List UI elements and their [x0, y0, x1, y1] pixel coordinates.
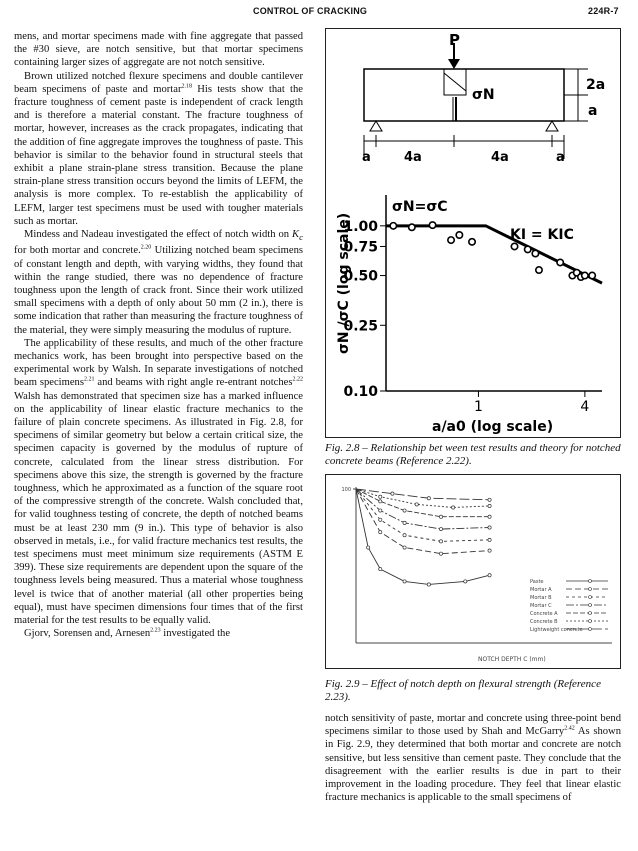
reference: 2.20: [140, 244, 152, 251]
reference: 2.22: [292, 376, 304, 383]
series-point: [488, 574, 491, 577]
series-point: [403, 509, 406, 512]
x-tick-label: 1: [473, 399, 483, 415]
plateau-label: σN=σC: [392, 199, 448, 215]
sigma-n-label: σN: [472, 87, 495, 103]
legend-marker: [589, 596, 592, 599]
series-point: [379, 567, 382, 570]
support-right: [546, 121, 558, 131]
series-line: [356, 489, 490, 541]
series-point: [379, 495, 382, 498]
paragraph: The applicability of these results, and much of the other fracture mechanics work, has been brought into perspective based on the experimental work by Walsh. In separate investigations of notched beam specimens$^{2.21}$ and beams with right angle re-entrant notches$^{2.22}$ Walsh has demonstrated that specimen size has a marked influence on the applicability of linear elastic fracture mechanics to the failure of plain concrete specimens. As illustrated in Fig. 2.8, for specimens of similar geometry but below a certain critical size, the specimen capacity is governed by the modulus of rupture of concrete, calculated from the linear stress distribution. For specimens above this size, the strength is governed by the fracture toughness, which he approximated as a function of the square root of the compressive strength of the concrete. Walsh concluded that, for valid toughness testing of concrete, the depth of notched beams must be at least 230 mm (9 in.). This type of behavior is also observed in metals, i.e., for valid fracture mechanics test results, the test specimens must meet minimum size requirements (ASTM E 399). These size requirements are dependent upon the square of the toughness levels being measured. Thus a material whose toughness level is twice that of another material (all other properties being equal), must have specimen dimensions four times that of the first material for the test results to be equally valid.: [14, 337, 304, 627]
load-label: P: [449, 31, 460, 49]
data-point: [511, 243, 517, 249]
data-point: [532, 250, 538, 256]
tick-group: [343, 219, 589, 415]
paragraph: Mindess and Nadeau investigated the effect of notch width on $K_c$ for both mortar and concrete.$^{2.20}$ Utilizing notched beam specimens of constant length and depth, with varying widths, they found that within the range studied, there was no dependence of fracture toughness upon the length of crack front. Since their work utilized small specimens with a depth of only about 50 mm (2 in.), there is some indication that rather than measuring the fracture toughness of the material, they were simply measuring the modulus of rupture.: [14, 229, 303, 336]
span-a-right: a: [556, 150, 565, 165]
data-point: [456, 232, 462, 238]
figure-2-8-caption: Fig. 2.8 – Relationship bet ween test results and theory for notched concrete beams (Reference 2.22).: [325, 442, 621, 467]
series-point: [439, 527, 442, 530]
reference: 2.18: [181, 83, 192, 90]
y-tick-label: 0.75: [343, 239, 378, 256]
series-point: [403, 521, 406, 524]
series-line: [356, 489, 490, 584]
series-point: [488, 498, 491, 501]
page-number: 224R-7: [588, 6, 619, 16]
series-group: [356, 489, 491, 586]
series-point: [403, 580, 406, 583]
series-point: [427, 497, 430, 500]
y-tick-label: 0.50: [343, 268, 378, 285]
legend-label: Mortar C: [530, 603, 552, 609]
series-point: [488, 526, 491, 529]
data-point: [409, 224, 415, 230]
legend-label: Mortar A: [530, 587, 552, 593]
figure-2-8: [325, 28, 621, 438]
series-point: [427, 583, 430, 586]
paragraph: mens, and mortar specimens made with fine aggregate that passed the #30 sieve, are notch sensitive, but that mortar specimens containing larger sizes of aggregate are not notch sensitive.: [14, 31, 303, 69]
y-tick-label: 0.25: [343, 318, 378, 335]
legend-label: Lightweight concrete: [530, 627, 583, 633]
series-point: [439, 552, 442, 555]
y-tick-label: 100: [341, 487, 351, 493]
load-arrowhead: [448, 59, 460, 69]
series-point: [488, 549, 491, 552]
x-tick-label: 4: [580, 399, 590, 415]
series-point: [391, 492, 394, 495]
data-point: [390, 223, 396, 229]
figure-2-9-caption: Fig. 2.9 – Effect of notch depth on flexural strength (Reference 2.23).: [325, 678, 601, 703]
series-point: [379, 518, 382, 521]
series-point: [488, 515, 491, 518]
running-title: CONTROL OF CRACKING: [253, 6, 368, 16]
legend-label: Concrete B: [530, 619, 558, 625]
right-column: [325, 712, 621, 804]
paragraph: Brown utilized notched flexure specimens and double cantilever beam specimens of paste and mortar$^{2.18}$ His tests show that the fracture toughness of cement paste is independent of crack length and is therefore a material constant. The fracture toughness of mortar, however, increases as the crack propagates, indicating that the addition of fine aggregate improves the toughness of paste. This behavior is similar to the behavior found in structural steels that exhibit a plane strain-plane stress transition. Because the plane strain-plane stress transition occurs beyond the limits of LEFM, the analysis is more complex. To re-establish the applicability of LEFM, larger test specimens must be used with tougher materials such as mortar.: [14, 70, 303, 227]
y-tick-label: 0.10: [343, 384, 378, 400]
reference: 2.42: [564, 725, 575, 732]
series-point: [464, 580, 467, 583]
legend-label: Mortar B: [530, 595, 552, 601]
series-point: [488, 538, 491, 541]
series-point: [403, 546, 406, 549]
legend: [530, 579, 608, 633]
y-tick-label: 1.00: [343, 218, 378, 235]
series-point: [439, 540, 442, 543]
series-point: [379, 531, 382, 534]
span-4a-left: 4a: [404, 150, 422, 165]
dim-2a-label: 2a: [586, 77, 606, 93]
paragraph: notch sensitivity of paste, mortar and concrete using three-point bend specimens similar to those used by Shah and McGarry$^{2.42}$ As shown in Fig. 2.9, they determined that both mortar and concrete are notch sensitive, but less sensitive than cement paste. They conclude that the disagreement with the earlier results is due in part to their improvement in the loading procedure. They feel that linear elastic fracture mechanics is applicable to the small specimens of: [325, 713, 621, 804]
dim-a-label: a: [588, 103, 598, 119]
slope-label: KI = KIC: [510, 227, 574, 243]
legend-label: Paste: [530, 579, 544, 585]
figure-2-9: [325, 474, 621, 669]
data-point: [525, 246, 531, 252]
series-point: [439, 515, 442, 518]
data-point: [469, 239, 475, 245]
series-point: [367, 546, 370, 549]
legend-marker: [589, 612, 592, 615]
legend-marker: [589, 628, 592, 631]
reference: 2.23: [150, 627, 161, 634]
data-point: [557, 259, 563, 265]
series-line: [356, 489, 490, 500]
legend-label: Concrete A: [530, 611, 558, 617]
data-point: [536, 267, 542, 273]
data-point: [429, 222, 435, 228]
series-point: [488, 504, 491, 507]
paragraph: Gjorv, Sorensen and, Arnesen$^{2.23}$ investigated the: [24, 627, 231, 640]
series-point: [379, 500, 382, 503]
legend-marker: [589, 588, 592, 591]
x-axis-label: NOTCH DEPTH C (mm): [478, 656, 546, 663]
tick-group: [341, 487, 356, 493]
left-column: [14, 30, 303, 640]
series-point: [452, 506, 455, 509]
data-point: [589, 272, 595, 278]
legend-marker: [589, 580, 592, 583]
reference: 2.21: [83, 376, 95, 383]
span-4a-right: 4a: [491, 150, 509, 165]
series-point: [415, 503, 418, 506]
data-point: [448, 237, 454, 243]
y-axis-label: σN /σC (log scale): [336, 212, 352, 354]
legend-marker: [589, 604, 592, 607]
series-line: [356, 489, 490, 517]
series-point: [379, 509, 382, 512]
span-a-left: a: [362, 150, 371, 165]
legend-marker: [589, 620, 592, 623]
x-axis-label: a/a0 (log scale): [432, 419, 554, 435]
series-point: [403, 534, 406, 537]
support-left: [370, 121, 382, 131]
data-point: [582, 272, 588, 278]
